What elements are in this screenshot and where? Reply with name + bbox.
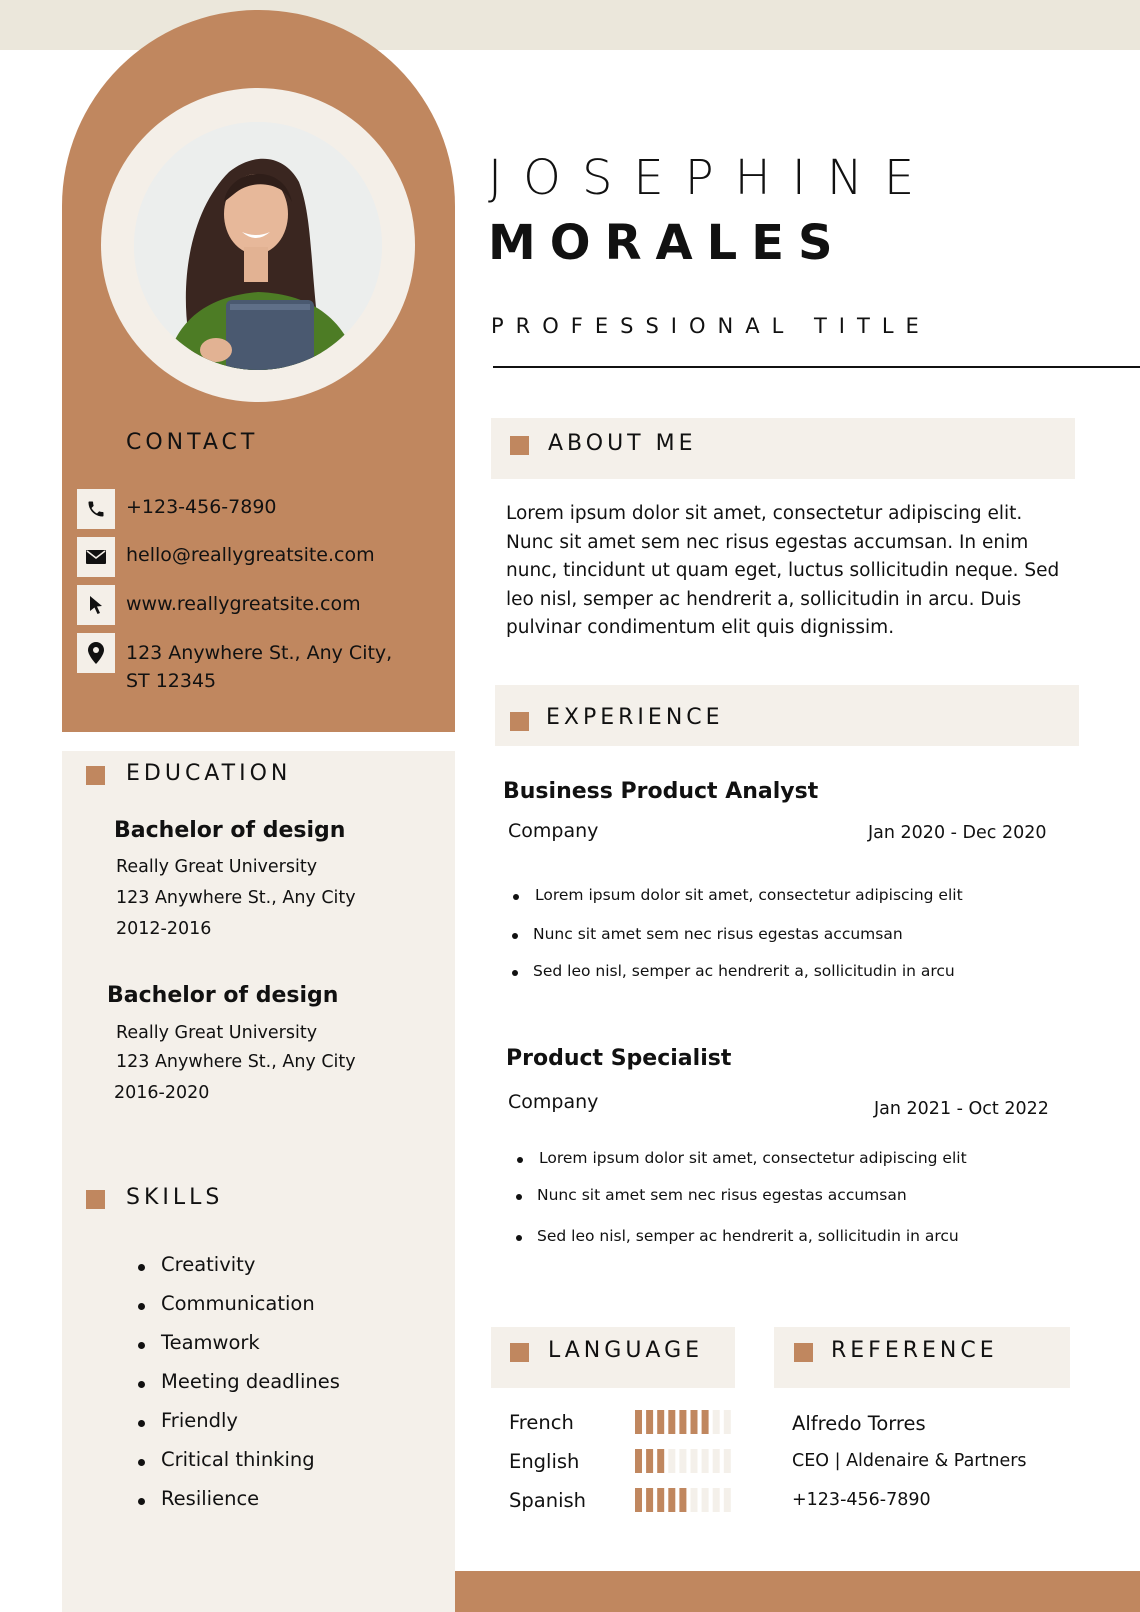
level-segment-filled — [657, 1488, 664, 1512]
language-name: Spanish — [509, 1489, 587, 1512]
education-marker — [86, 766, 105, 785]
bottom-band — [455, 1571, 1140, 1612]
contact-address-line2: ST 12345 — [126, 670, 217, 692]
language-level-bar — [635, 1449, 735, 1473]
language-marker — [510, 1343, 529, 1362]
level-segment-empty — [679, 1449, 686, 1473]
reference-name: Alfredo Torres — [792, 1412, 926, 1435]
skill-item: Teamwork — [161, 1331, 260, 1354]
education-address-2: 123 Anywhere St., Any City — [116, 1052, 356, 1072]
about-text: Lorem ipsum dolor sit amet, consectetur adipiscing elit. Nunc sit amet sem nec risus egestas accumsan. In enim nunc, tincidunt ut quam eget, luctus sollicitudin neque. Sed leo nisl, semper ac hendrerit a, sollicitudin in arcu. Duis pulvinar condimentum elit quis dignissim. — [506, 503, 1060, 638]
skill-item: Meeting deadlines — [161, 1370, 340, 1393]
job-bullet: Nunc sit amet sem nec risus egestas accumsan — [537, 1186, 907, 1204]
cursor-icon — [77, 585, 115, 625]
level-segment-filled — [646, 1449, 653, 1473]
level-segment-empty — [724, 1488, 731, 1512]
contact-email[interactable]: hello@reallygreatsite.com — [126, 544, 375, 566]
level-segment-filled — [691, 1410, 698, 1434]
job-bullet-dot — [516, 1194, 522, 1200]
education-school-2: Really Great University — [116, 1023, 318, 1043]
education-years-2: 2016-2020 — [114, 1083, 210, 1103]
level-segment-filled — [635, 1488, 642, 1512]
education-years-1: 2012-2016 — [116, 919, 212, 939]
job-bullet: Sed leo nisl, semper ac hendrerit a, sollicitudin in arcu — [537, 1227, 959, 1245]
level-segment-filled — [679, 1488, 686, 1512]
contact-heading: CONTACT — [126, 430, 259, 455]
skills-heading: SKILLS — [126, 1185, 224, 1210]
location-pin-icon — [77, 633, 115, 673]
skill-bullet — [138, 1459, 145, 1466]
skill-item: Friendly — [161, 1409, 238, 1432]
phone-icon — [77, 489, 115, 529]
education-degree-1: Bachelor of design — [114, 818, 346, 843]
level-segment-empty — [724, 1410, 731, 1434]
experience-marker — [510, 712, 529, 731]
job-bullet-dot — [513, 894, 519, 900]
level-segment-empty — [668, 1449, 675, 1473]
job-bullet-dot — [516, 1235, 522, 1241]
level-segment-empty — [724, 1449, 731, 1473]
level-segment-filled — [657, 1449, 664, 1473]
skill-item: Resilience — [161, 1487, 260, 1510]
level-segment-empty — [702, 1449, 709, 1473]
level-segment-empty — [713, 1449, 720, 1473]
profile-photo — [134, 122, 382, 370]
skill-bullet — [138, 1303, 145, 1310]
reference-marker — [794, 1343, 813, 1362]
level-segment-filled — [635, 1410, 642, 1434]
job-title-1: Business Product Analyst — [503, 779, 819, 804]
level-segment-filled — [657, 1410, 664, 1434]
skill-bullet — [138, 1342, 145, 1349]
job-bullet: Nunc sit amet sem nec risus egestas accumsan — [533, 925, 903, 943]
skill-bullet — [138, 1498, 145, 1505]
education-school-1: Really Great University — [116, 857, 318, 877]
level-segment-filled — [635, 1449, 642, 1473]
education-heading: EDUCATION — [126, 761, 292, 786]
language-level-bar — [635, 1488, 735, 1512]
contact-phone: +123-456-7890 — [126, 496, 277, 518]
email-icon — [77, 537, 115, 577]
level-segment-filled — [702, 1410, 709, 1434]
job-bullet: Sed leo nisl, semper ac hendrerit a, sollicitudin in arcu — [533, 962, 955, 980]
level-segment-empty — [702, 1488, 709, 1512]
reference-role: CEO | Aldenaire & Partners — [792, 1451, 1027, 1471]
job-dates-1: Jan 2020 - Dec 2020 — [868, 823, 1047, 843]
level-segment-empty — [713, 1410, 720, 1434]
contact-address-line1: 123 Anywhere St., Any City, — [126, 642, 393, 664]
skill-bullet — [138, 1381, 145, 1388]
job-bullet-dot — [512, 933, 518, 939]
professional-title: PROFESSIONAL TITLE — [491, 314, 931, 338]
reference-phone: +123-456-7890 — [792, 1490, 931, 1510]
job-title-2: Product Specialist — [506, 1046, 732, 1071]
job-bullet: Lorem ipsum dolor sit amet, consectetur adipiscing elit — [535, 886, 963, 904]
skill-bullet — [138, 1420, 145, 1427]
reference-heading: REFERENCE — [831, 1338, 998, 1363]
skill-bullet — [138, 1264, 145, 1271]
skill-item: Creativity — [161, 1253, 256, 1276]
education-address-1: 123 Anywhere St., Any City — [116, 888, 356, 908]
job-bullet: Lorem ipsum dolor sit amet, consectetur adipiscing elit — [539, 1149, 967, 1167]
title-divider — [493, 366, 1140, 368]
level-segment-filled — [668, 1488, 675, 1512]
first-name: JOSEPHINE — [488, 150, 936, 206]
experience-heading: EXPERIENCE — [546, 705, 724, 730]
level-segment-filled — [679, 1410, 686, 1434]
skill-item: Critical thinking — [161, 1448, 315, 1471]
level-segment-filled — [668, 1410, 675, 1434]
education-degree-2: Bachelor of design — [107, 983, 339, 1008]
skills-marker — [86, 1190, 105, 1209]
language-name: English — [509, 1450, 580, 1473]
language-heading: LANGUAGE — [548, 1338, 704, 1363]
contact-website[interactable]: www.reallygreatsite.com — [126, 593, 361, 615]
level-segment-filled — [646, 1488, 653, 1512]
left-light-panel — [62, 751, 455, 1612]
level-segment-filled — [646, 1410, 653, 1434]
language-level-bar — [635, 1410, 735, 1434]
job-company-2: Company — [508, 1091, 599, 1113]
skill-item: Communication — [161, 1292, 315, 1315]
job-bullet-dot — [512, 970, 518, 976]
about-heading: ABOUT ME — [548, 431, 697, 456]
job-dates-2: Jan 2021 - Oct 2022 — [874, 1099, 1049, 1119]
level-segment-empty — [691, 1449, 698, 1473]
last-name: MORALES — [488, 215, 847, 271]
about-marker — [510, 436, 529, 455]
job-company-1: Company — [508, 820, 599, 842]
language-name: French — [509, 1411, 574, 1434]
level-segment-empty — [713, 1488, 720, 1512]
level-segment-empty — [691, 1488, 698, 1512]
job-bullet-dot — [517, 1157, 523, 1163]
